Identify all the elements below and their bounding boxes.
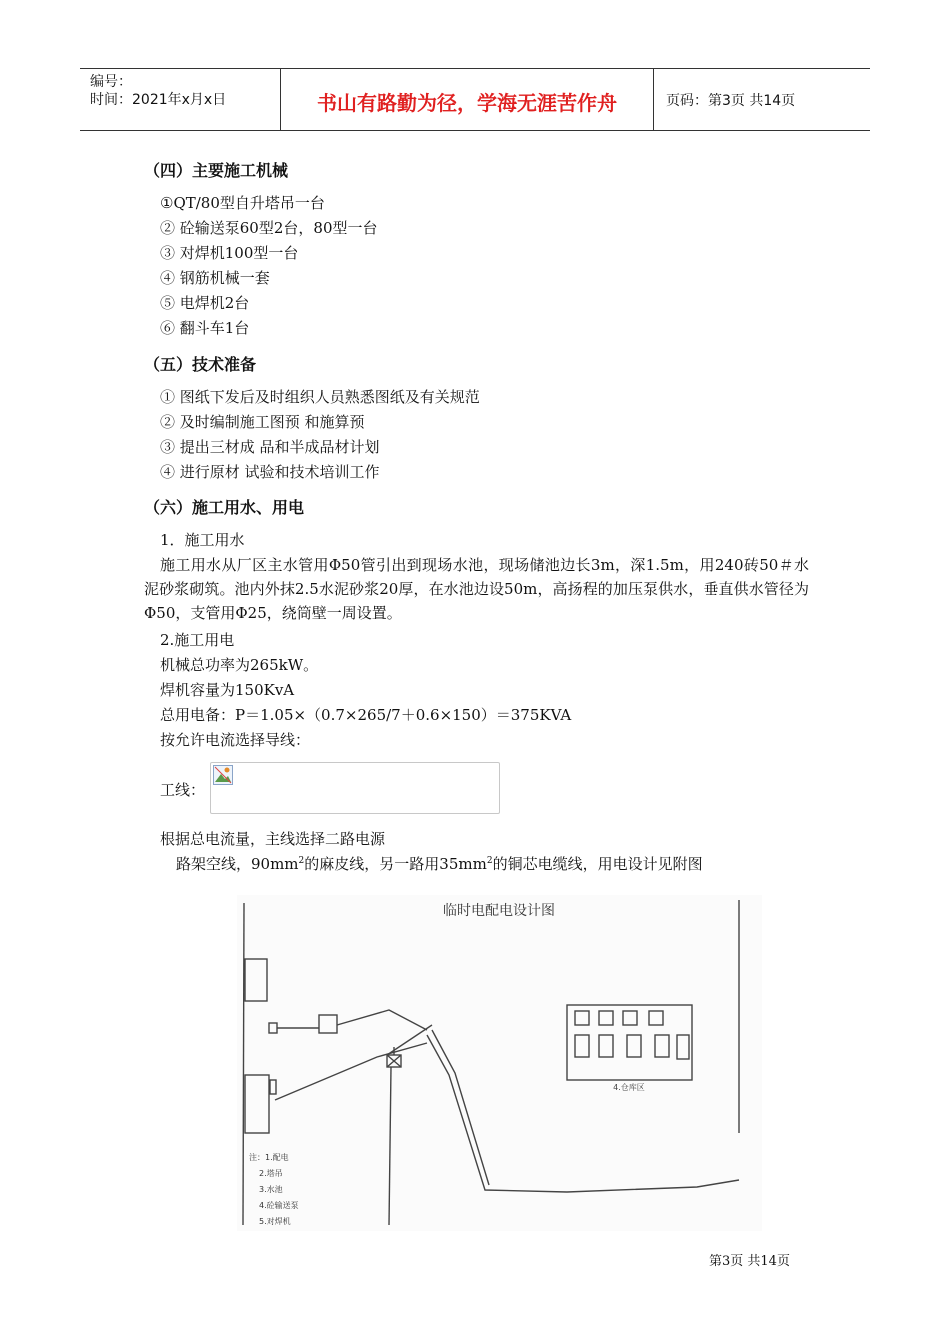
diagram-note: 2.塔吊 [259, 1169, 283, 1178]
power-line: 按允许电流选择导线： [160, 731, 311, 749]
header-meta-cell [80, 69, 281, 130]
last-line-b: 的麻皮线，另一路用35mm [304, 855, 487, 873]
last-line-c: 的铜芯电缆线，用电设计见附图 [492, 855, 703, 873]
water-heading: 1．施工用水 [160, 531, 245, 549]
broken-image-icon [213, 765, 233, 785]
page-footer: 第3页 共14页 [709, 1254, 790, 1269]
header-page-cell [654, 69, 870, 130]
diagram-note: 5.对焊机 [259, 1217, 291, 1226]
last-line [176, 853, 703, 874]
diagram-note: 3.水池 [259, 1185, 283, 1194]
power-heading: 2.施工用电 [160, 631, 235, 649]
technical-item: ① 图纸下发后及时组织人员熟悉图纸及有关规范 [160, 388, 480, 406]
water-paragraph: 施工用水从厂区主水管用Φ50管引出到现场水池，现场储池边长3m，深1.5m，用240砖50＃水泥砂浆砌筑。池内外抹2.5水泥砂浆20厚，在水池边设50m，高扬程的加压泵供水，垂直供水管径为Φ50，支管用Φ25，绕筒壁一周设置。 [144, 556, 809, 622]
serial-label: 编号： [90, 74, 132, 90]
technical-item: ③ 提出三材成 品和半成品材计划 [160, 438, 380, 456]
diagram-title: 临时电配电设计图 [443, 903, 555, 919]
technical-item: ② 及时编制施工图预 和施算预 [160, 413, 365, 431]
power-line: 焊机容量为150KvA [160, 681, 295, 699]
broken-image-placeholder [210, 762, 500, 814]
motto: 书山有路勤为径，学海无涯苦作舟 [317, 91, 617, 115]
diagram-note: 4.砼输送泵 [259, 1201, 299, 1210]
page-code: 页码：第3页 共14页 [666, 93, 796, 109]
site-label: 4.仓库区 [613, 1083, 645, 1092]
after-line: 根据总电流量，主线选择二路电源 [160, 830, 386, 848]
section-title-water-power: （六）施工用水、用电 [144, 498, 305, 517]
last-line-a: 路架空线，90mm [176, 855, 299, 873]
header-motto-cell [281, 69, 654, 130]
machinery-item: ①QT/80型自升塔吊一台 [160, 194, 325, 212]
machinery-item: ③ 对焊机100型一台 [160, 244, 299, 262]
power-line: 机械总功率为265kW。 [160, 656, 319, 674]
superscript: 2 [486, 856, 493, 866]
machinery-item: ④ 钢筋机械一套 [160, 269, 270, 287]
section-title-machinery: （四）主要施工机械 [144, 161, 289, 180]
power-line: 总用电备：P＝1.05×（0.7×265/7＋0.6×150）＝375KVA [160, 706, 572, 724]
section-title-technical: （五）技术准备 [144, 355, 257, 374]
date-label: 时间：2021年x月x日 [90, 92, 227, 108]
wire-label: 工线： [160, 781, 206, 799]
superscript: 2 [298, 856, 305, 866]
machinery-item: ⑥ 翻斗车1台 [160, 319, 250, 337]
technical-item: ④ 进行原材 试验和技术培训工作 [160, 463, 380, 481]
power-layout-diagram [237, 895, 762, 1231]
machinery-item: ② 砼输送泵60型2台，80型一台 [160, 219, 378, 237]
machinery-item: ⑤ 电焊机2台 [160, 294, 250, 312]
diagram-note: 注：1.配电 [249, 1153, 289, 1162]
page-header [80, 68, 870, 131]
